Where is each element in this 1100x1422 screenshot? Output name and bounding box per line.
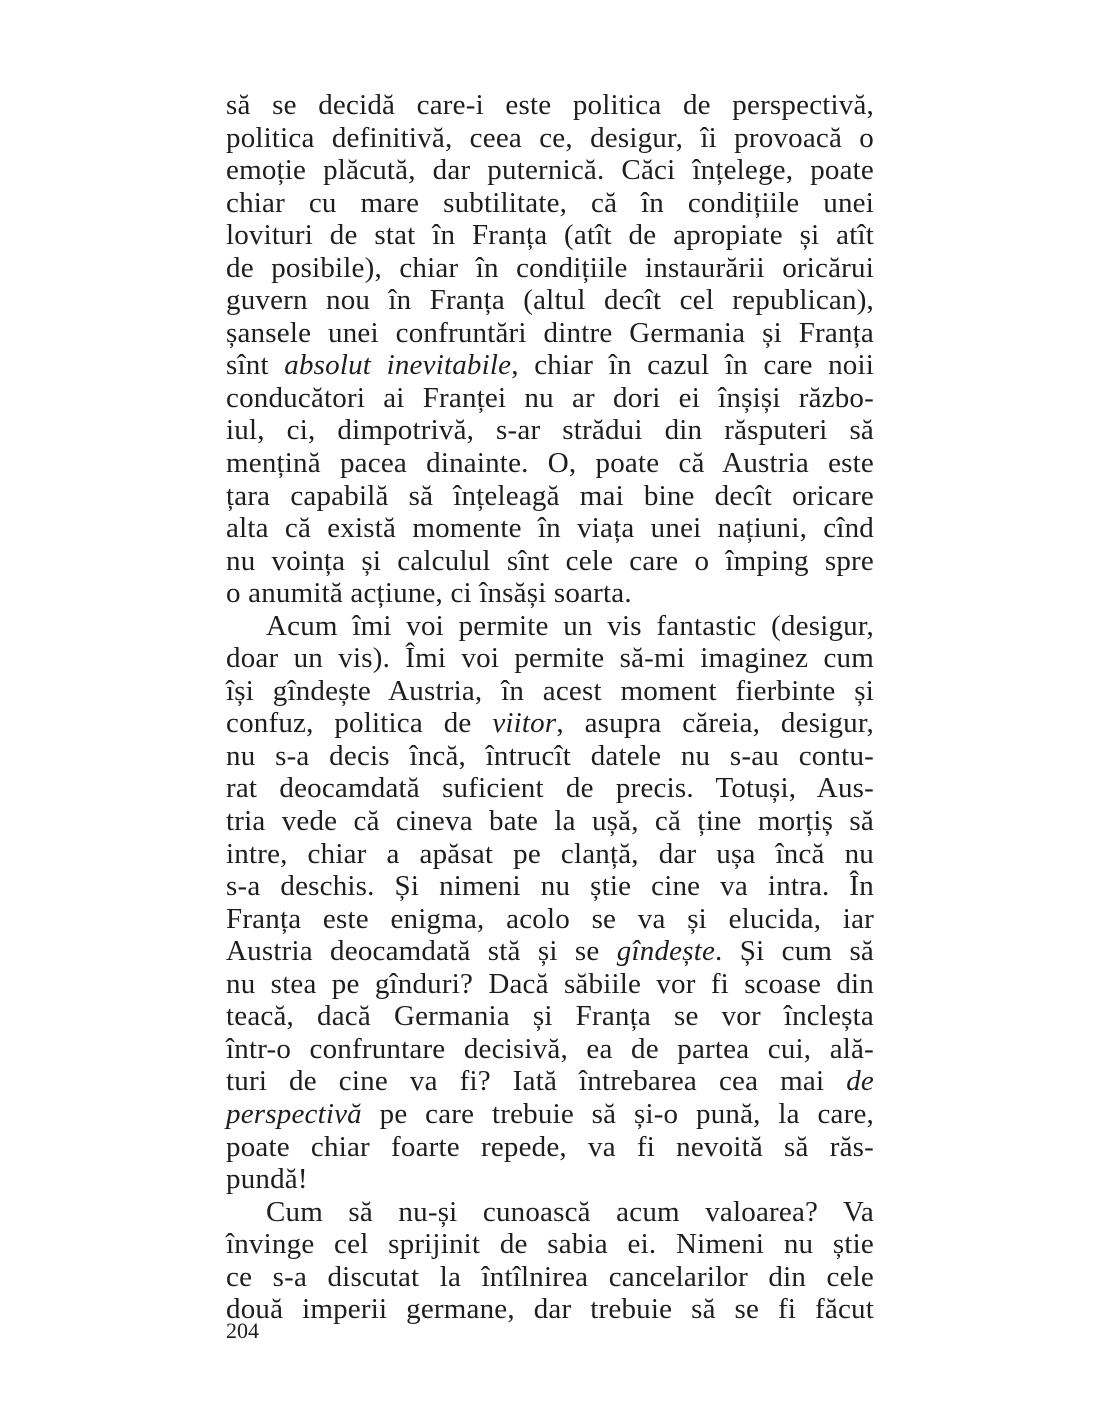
text-line: ce s-a discutat la întîlnirea cancelarilor din cele: [226, 1260, 874, 1293]
text-line: nu s-a decis încă, întrucît datele nu s-au contu-: [226, 739, 874, 772]
italic-emphasis: perspectivă: [226, 1097, 362, 1130]
text-line: o anumită acțiune, ci însăși soarta.: [226, 577, 632, 610]
text-line: nu voința și calculul sînt cele care o împing spre: [226, 544, 874, 577]
italic-emphasis: absolut inevitabile: [284, 349, 512, 382]
text-line: lovituri de stat în Franța (atît de apropiate și atît: [226, 219, 874, 252]
text-line: nu stea pe gînduri? Dacă săbiile vor fi scoase din: [226, 967, 874, 1000]
italic-emphasis: de: [846, 1065, 874, 1098]
italic-emphasis: viitor: [492, 707, 557, 740]
paragraph: [226, 89, 874, 610]
paragraph: [226, 1196, 874, 1326]
text-line: Cum să nu-și cunoască acum valoarea? Va: [266, 1195, 874, 1228]
text-line: guvern nou în Franța (altul decît cel republican),: [226, 284, 874, 317]
text-line: învinge cel sprijinit de sabia ei. Nimeni nu știe: [226, 1228, 874, 1261]
text-line: mențină pacea dinainte. O, poate că Austria este: [226, 447, 874, 480]
text-line: rat deocamdată suficient de precis. Totuși, Aus-: [226, 772, 874, 805]
italic-emphasis: gîndește: [616, 935, 716, 968]
text-line: de posibile), chiar în condițiile instaurării oricărui: [226, 251, 874, 284]
text-line: conducători ai Franței nu ar dori ei înșiși războ-: [226, 381, 874, 414]
text-line: poate chiar foarte repede, va fi nevoită să răs-: [226, 1130, 874, 1163]
text-line: iul, ci, dimpotrivă, s-ar strădui din răsputeri să: [226, 414, 874, 447]
text-line: Austria deocamdată stă și se gîndește. Și cum să: [226, 935, 874, 968]
text-line: Acum îmi voi permite un vis fantastic (desigur,: [266, 609, 874, 642]
text-line: confuz, politica de viitor, asupra căreia, desigur,: [226, 707, 874, 740]
text-line: politica definitivă, ceea ce, desigur, îi provoacă o: [226, 121, 874, 154]
text-line: chiar cu mare subtilitate, că în condițiile unei: [226, 186, 874, 219]
text-line: își gîndește Austria, în acest moment fierbinte și: [226, 674, 874, 707]
text-line: intre, chiar a apăsat pe clanță, dar ușa încă nu: [226, 837, 874, 870]
text-line: tria vede că cineva bate la ușă, că ține morțiș să: [226, 805, 874, 838]
text-line: într-o confruntare decisivă, ea de partea cui, ală-: [226, 1032, 874, 1065]
text-line: turi de cine va fi? Iată întrebarea cea mai de: [226, 1065, 874, 1098]
text-line: s-a deschis. Și nimeni nu știe cine va intra. În: [226, 870, 874, 903]
text-line: Franța este enigma, acolo se va și elucida, iar: [226, 902, 874, 935]
text-line: pundă!: [226, 1163, 308, 1196]
text-line: țara capabilă să înțeleagă mai bine decît oricare: [226, 479, 874, 512]
body-text: [226, 89, 874, 1326]
text-line: perspectivă pe care trebuie să și-o pună, la care,: [226, 1097, 874, 1130]
text-line: sînt absolut inevitabile, chiar în cazul în care noii: [226, 349, 874, 382]
text-line: emoție plăcută, dar puternică. Căci înțelege, poate: [226, 154, 874, 187]
paragraph: [226, 610, 874, 1196]
page-number: 204: [226, 1318, 259, 1343]
text-line: teacă, dacă Germania și Franța se vor încleșta: [226, 1000, 874, 1033]
text-line: șansele unei confruntări dintre Germania și Franța: [226, 316, 874, 349]
text-line: doar un vis). Îmi voi permite să-mi imaginez cum: [226, 642, 874, 675]
text-line: să se decidă care-i este politica de perspectivă,: [226, 89, 874, 121]
text-line: alta că există momente în viața unei națiuni, cînd: [226, 512, 874, 545]
text-line: două imperii germane, dar trebuie să se fi făcut: [226, 1293, 874, 1326]
